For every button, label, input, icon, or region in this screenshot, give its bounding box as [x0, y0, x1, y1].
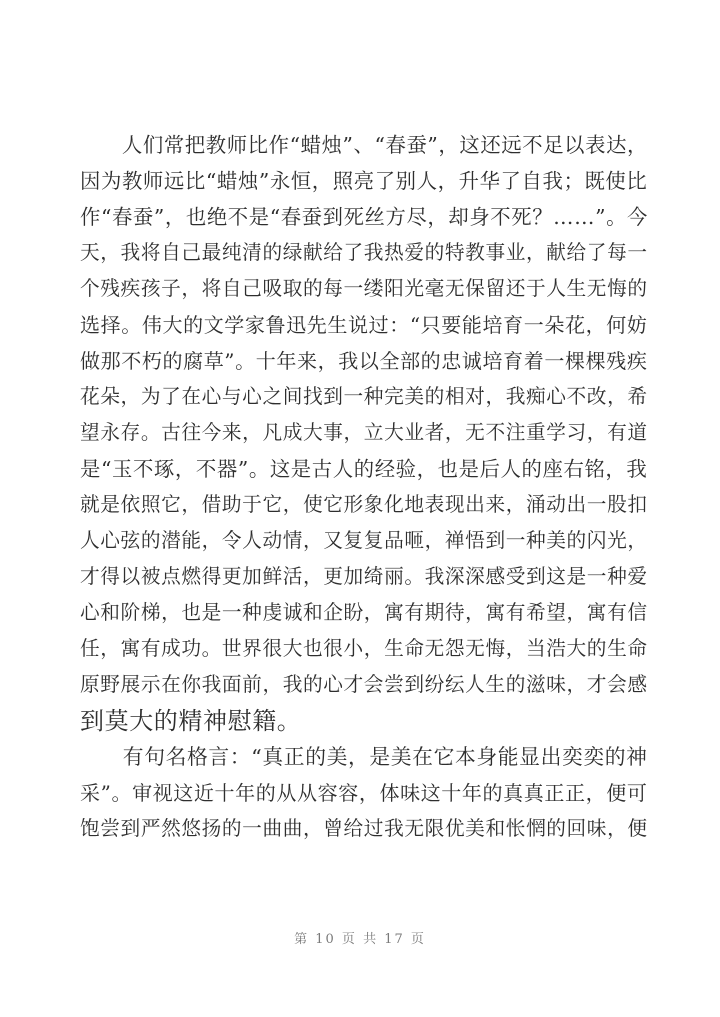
text-line: 天，我将自己最纯清的绿献给了我热爱的特教事业，献给了每一 [80, 241, 648, 264]
text-line: 是“玉不琢，不器”。这是古人的经验，也是后人的座右铭，我 [80, 457, 648, 481]
text-line: 因为教师远比“蜡烛”永恒，照亮了别人，升华了自我；既使比 [80, 169, 648, 193]
text-line: 花朵，为了在心与心之间找到一种完美的相对，我痴心不改，希 [80, 385, 648, 408]
text-line: 饱尝到严然悠扬的一曲曲，曾给过我无限优美和怅惘的回味，便 [80, 817, 648, 840]
text-line: 采”。审视这近十年的从从容容，体味这十年的真真正正，便可 [80, 781, 648, 805]
text-line: 人心弦的潜能，令人动情，又复复品咂，禅悟到一种美的闪光， [80, 529, 648, 552]
text-line: 个残疾孩子，将自己吸取的每一缕阳光毫无保留还于人生无悔的 [80, 277, 648, 300]
text-line: 到莫大的精神慰籍。 [80, 707, 302, 735]
page-number-footer: 第 10 页 共 17 页 [294, 932, 426, 947]
text-line: 有句名格言：“真正的美，是美在它本身能显出奕奕的神 [80, 745, 648, 769]
text-line: 选择。伟大的文学家鲁迅先生说过：“只要能培育一朵花，何妨 [80, 313, 648, 337]
text-line: 作“春蚕”，也绝不是“春蚕到死丝方尽，却身不死？……”。今 [80, 205, 649, 229]
text-line: 原野展示在你我面前，我的心才会尝到纷纭人生的滋味，才会感 [80, 673, 648, 696]
text-line: 人们常把教师比作“蜡烛”、“春蚕”，这还远不足以表达， [80, 133, 649, 157]
text-line: 做那不朽的腐草”。十年来，我以全部的忠诚培育着一棵棵残疾 [80, 349, 648, 373]
text-line: 心和阶梯，也是一种虔诚和企盼，寓有期待，寓有希望，寓有信 [80, 601, 648, 624]
text-line: 任，寓有成功。世界很大也很小，生命无怨无悔，当浩大的生命 [80, 637, 648, 660]
text-line: 就是依照它，借助于它，使它形象化地表现出来，涌动出一股扣 [80, 493, 648, 516]
text-line: 望永存。古往今来，凡成大事，立大业者，无不注重学习，有道 [80, 421, 648, 444]
text-line: 才得以被点燃得更加鲜活，更加绮丽。我深深感受到这是一种爱 [80, 565, 648, 588]
